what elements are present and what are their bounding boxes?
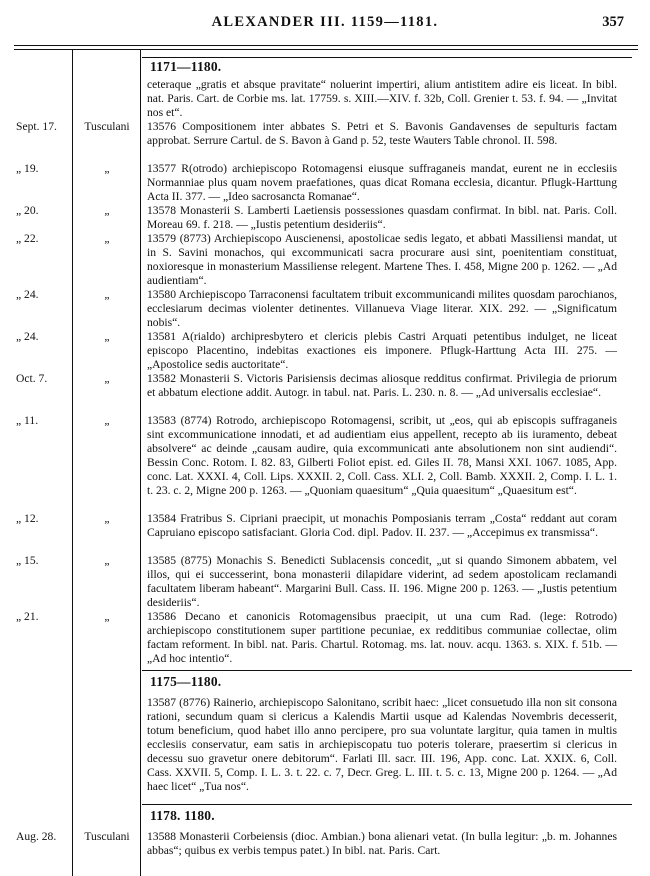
entry-place: „ — [104, 554, 110, 567]
section-title: 1175—1180. — [150, 674, 222, 689]
section-rule — [142, 57, 632, 58]
entry-date: „ 21. — [16, 610, 39, 623]
entry-date: „ 19. — [16, 162, 39, 175]
section-title: 1171—1180. — [150, 59, 222, 74]
entry-date: „ 24. — [16, 330, 39, 343]
entry-place: „ — [104, 372, 110, 385]
entry-text: 13578 Monasterii S. Lamberti Laetiensis possessiones quasdam confirmat. In bibl. nat. Paris. Coll. Moreau 69. f. 218. — „Iustis petentium desideriis“. — [147, 204, 617, 231]
entry-text: 13584 Fratribus S. Cipriani praecipit, ut monachis Pomposianis terram „Costa“ reddant aut coram Capruiano episcopo satisfaciant. Gloria Cod. dipl. Padov. II. 237. — „Accepimus ex transmissa“. — [147, 512, 617, 539]
entry-text: 13576 Compositionem inter abbates S. Petri et S. Bavonis Gandavenses de sepulturis factam approbat. Serrure Cartul. de S. Bavon à Gand p. 52, teste Wauters Table chronol. II. 598. — [147, 120, 617, 147]
section-rule — [142, 670, 632, 671]
entry-date: „ 15. — [16, 554, 39, 567]
entry-text: 13588 Monasterii Corbeiensis (dioc. Ambian.) bona alienari vetat. (In bulla legitur: „b. m. Johannes abbas“; quibus ex verbis tempus patet.) In bibl. nat. Paris. Cart. — [147, 830, 617, 857]
entry-place: „ — [104, 610, 110, 623]
section-rule — [142, 804, 632, 805]
entry-place: „ — [104, 162, 110, 175]
header-rule-thick — [14, 45, 638, 46]
entry-place: Tusculani — [84, 830, 130, 843]
header-rule-thin — [14, 49, 638, 50]
entry-date: „ 24. — [16, 288, 39, 301]
entry-text: 13579 (8773) Archiepiscopo Auscienensi, apostolicae sedis legato, et abbati Massiliensi mandat, ut in S. Savini monachos, qui excommunicati sacra procurare ausi sint, poenitentiam constituat, noxioresque in monasterium Massiliense relegent. Martene Thes. I. 458, Migne 200 p. 1262. — „Ad audientiam“. — [147, 232, 617, 287]
date-column-divider — [72, 49, 73, 876]
entry-date: „ 12. — [16, 512, 39, 525]
page-number: 357 — [602, 14, 624, 30]
entry-place: Tusculani — [84, 120, 130, 133]
entry-place: „ — [104, 512, 110, 525]
entry-date: Aug. 28. — [16, 830, 57, 843]
entry-place: „ — [104, 330, 110, 343]
entry-date: „ 20. — [16, 204, 39, 217]
entry-date: „ 22. — [16, 232, 39, 245]
entry-place: „ — [104, 288, 110, 301]
entry-text: 13585 (8775) Monachis S. Benedicti Sublacensis concedit, „ut si quando Simonem abbatem, vel illos, qui ei successerint, bona monasterii dilapidare viderint, ad sedem apostolicam reclamandi facultatem liberam habeant“. Margarini Bull. Cass. II. 196. Migne 200 p. 1263. — „Iustis petentium desideriis“. — [147, 554, 617, 609]
entry-date: „ 11. — [16, 414, 39, 427]
entry-text: 13580 Archiepiscopo Tarraconensi facultatem tribuit excommunicandi milites quosdam parochianos, ecclesiarum decimas violenter detinentes. Villanueva Viage literar. XIX. 292. — „Significatum nobis“. — [147, 288, 617, 329]
entry-date: Oct. 7. — [16, 372, 48, 385]
entry-text: 13582 Monasterii S. Victoris Parisiensis decimas aliosque redditus confirmat. Privilegia de priorum et abbatum electione addit. Autogr. in tabul. nat. Paris. L. 230. n. 8. — „Ad universalis ecclesiae“. — [147, 372, 617, 399]
section-title: 1178. 1180. — [150, 808, 215, 823]
running-title: ALEXANDER III. 1159—1181. — [211, 14, 439, 30]
entry-text: ceteraque „gratis et absque pravitate“ noluerint impertiri, alium antistitem adire eis liceat. In bibl. nat. Paris. Cart. de Corbie ms. lat. 17759. s. XIII.—XIV. f. 32b, Coll. Grenier t. 53. f. 94. — „Invitat nos et“. — [147, 78, 617, 119]
entry-date: Sept. 17. — [16, 120, 57, 133]
entry-place: „ — [104, 204, 110, 217]
place-column-divider — [140, 49, 141, 876]
entry-text: 13587 (8776) Rainerio, archiepiscopo Salonitano, scribit haec: „licet consuetudo illa non sit consona rationi, secundum quam si clericus a Kalendis Martii usque ad Kalendas Novembris decesserit, totum beneficium, quod habet illo anno percipere, pro sua voluntate largitur, quia tamen in multis ecclesiis conservatur, eam satis in archiepiscopatu tuo poteris tolerare, praesertim si clericus in decessu suo gravetur onere debitorum“. Farlati Ill. sacr. III. 196, App. conc. Lat. XXIX. 6, Coll. Cass. XXVII. 5, Comp. I. L. 3. t. 22. c. 7, Decr. Greg. L. III. t. 5. c. 13, Migne 200 p. 1264. — „Ad haec licet“ „Tua nos“. — [147, 696, 617, 793]
entry-place: „ — [104, 414, 110, 427]
entry-text: 13586 Decano et canonicis Rotomagensibus praecipit, ut una cum Rad. (lege: Rotrodo) archiepiscopo constitutionem super partitione pecuniae, ex redditibus communiae collectae, olim factam reforment. In bibl. nat. Paris. Chartul. Rotomag. ms. lat. nouv. acqu. 1363. s. XIX. f. 51b. — „Ad hoc intentio“. — [147, 610, 617, 665]
entry-place: „ — [104, 232, 110, 245]
entry-text: 13583 (8774) Rotrodo, archiepiscopo Rotomagensi, scribit, ut „eos, qui ab episcopis suffraganeis sint excommunicatione innodati, et ad audientiam eius appellent, recepto ab iis iuramento, debeat absolvere“ ac deinde „causam audire, quia excommunicati ante absolutionem non sint audiendi“. Bessin Conc. Rotom. I. 82. 83, Gilberti Foliot epist. ed. Giles II. 78, Mansi XXI. 1067. 1085, App. conc. Lat. XXXI. 4, Coll. Lips. XXXII. 2, Coll. Cass. XLI. 2, Coll. Bamb. XXXII. 2, Comp. I. L. 1. t. 23. c. 2, Migne 200 p. 1263. — „Quoniam quaesitum“ „Quia quaesitum“ „Quaesitum est“. — [147, 414, 617, 497]
page-header — [0, 14, 650, 38]
entry-text: 13577 R(otrodo) archiepiscopo Rotomagensi eiusque suffraganeis mandat, eurent ne in ecclesiis Normanniae plus quam novem praefationes, quas dicat Romana ecclesia, dicantur. Pflugk-Harttung Acta II. 377. — „Ideo sacrosancta Romanae“. — [147, 162, 617, 203]
entry-text: 13581 A(rialdo) archipresbytero et clericis plebis Castri Arquati petentibus indulget, ne liceat episcopo Placentino, indebitas exactiones eis imponere. Pflugk-Harttung Acta III. 275. — „Apostolice sedis auctoritate“. — [147, 330, 617, 371]
